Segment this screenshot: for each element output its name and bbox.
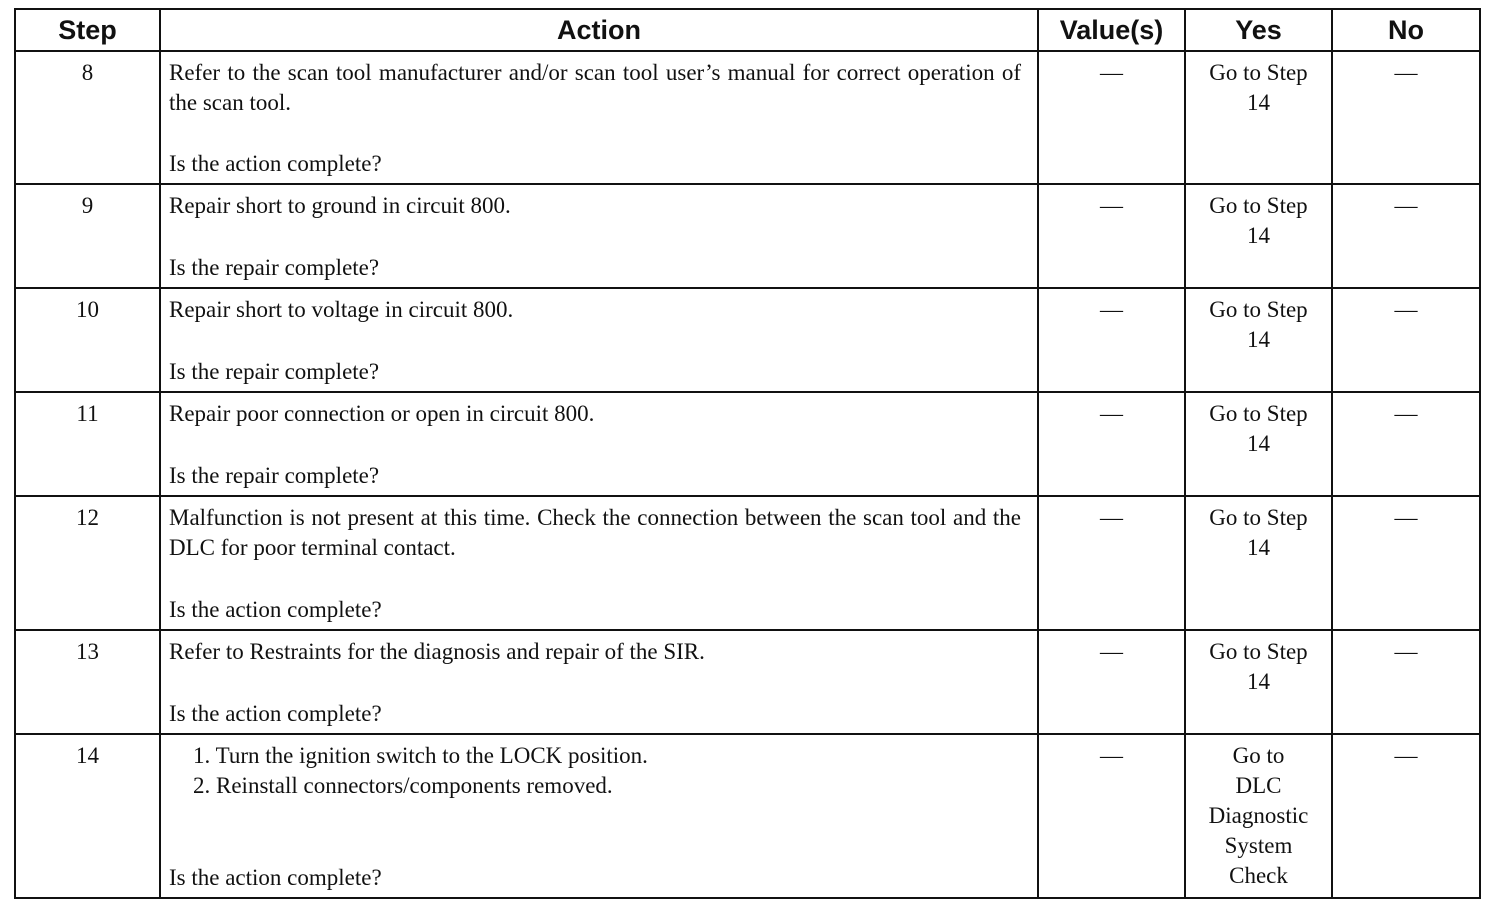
step-number: 9: [15, 184, 160, 288]
action-question: Is the action complete?: [169, 701, 382, 726]
table-row: [15, 734, 1480, 898]
no-cell: —: [1332, 734, 1480, 898]
action-question: Is the repair complete?: [169, 359, 380, 384]
yes-cell: [1185, 51, 1332, 184]
action-question: Is the repair complete?: [169, 463, 380, 488]
action-text: Refer to the scan tool manufacturer and/or scan tool user’s manual for correct operation of the scan tool.: [169, 60, 1021, 115]
diagnostic-table: [14, 8, 1481, 899]
yes-cell: [1185, 288, 1332, 392]
table-row: [15, 51, 1480, 184]
no-header: No: [1332, 9, 1480, 51]
table-row: [15, 496, 1480, 630]
value-cell: —: [1038, 496, 1185, 630]
value-cell: —: [1038, 734, 1185, 898]
table-row: [15, 392, 1480, 496]
step-header: Step: [15, 9, 160, 51]
yes-link-text: Go to Step 14: [1209, 193, 1308, 248]
value-cell: —: [1038, 288, 1185, 392]
no-cell: —: [1332, 496, 1480, 630]
yes-cell: [1185, 630, 1332, 734]
list-item: 2. Reinstall connectors/components removed.: [193, 773, 613, 798]
action-cell: [160, 734, 1038, 898]
action-question: Is the repair complete?: [169, 255, 380, 280]
action-text: Repair short to voltage in circuit 800.: [169, 297, 514, 322]
yes-link-text: Go to DLC Diagnostic System Check: [1208, 743, 1309, 888]
step-number: 12: [15, 496, 160, 630]
value-cell: —: [1038, 184, 1185, 288]
yes-link-text: Go to Step 14: [1209, 505, 1308, 560]
step-number: 8: [15, 51, 160, 184]
yes-link-text: Go to Step 14: [1209, 60, 1308, 115]
header-row: [15, 9, 1480, 51]
value-cell: —: [1038, 51, 1185, 184]
step-number: 13: [15, 630, 160, 734]
yes-cell: [1185, 734, 1332, 898]
action-question: Is the action complete?: [169, 151, 382, 176]
action-question: Is the action complete?: [169, 597, 382, 622]
yes-cell: [1185, 496, 1332, 630]
action-cell: [160, 392, 1038, 496]
action-text: Repair short to ground in circuit 800.: [169, 193, 511, 218]
yes-header: Yes: [1185, 9, 1332, 51]
value-cell: —: [1038, 630, 1185, 734]
action-cell: [160, 496, 1038, 630]
action-text: Malfunction is not present at this time. Check the connection between the scan tool and the DLC for poor terminal contact.: [169, 505, 1021, 560]
yes-cell: [1185, 392, 1332, 496]
yes-link-text: Go to Step 14: [1209, 297, 1308, 352]
action-cell: [160, 51, 1038, 184]
list-item: 1. Turn the ignition switch to the LOCK position.: [193, 743, 648, 768]
value-cell: —: [1038, 392, 1185, 496]
no-cell: —: [1332, 630, 1480, 734]
step-number: 14: [15, 734, 160, 898]
yes-link-text: Go to Step 14: [1209, 401, 1308, 456]
step-number: 11: [15, 392, 160, 496]
values-header: Value(s): [1038, 9, 1185, 51]
action-text: Repair poor connection or open in circuit 800.: [169, 401, 595, 426]
substep-list: [169, 741, 1021, 801]
table-row: [15, 630, 1480, 734]
no-cell: —: [1332, 288, 1480, 392]
action-cell: [160, 630, 1038, 734]
action-header: Action: [160, 9, 1038, 51]
action-cell: [160, 184, 1038, 288]
yes-cell: [1185, 184, 1332, 288]
table-row: [15, 288, 1480, 392]
table-row: [15, 184, 1480, 288]
step-number: 10: [15, 288, 160, 392]
action-text: Refer to Restraints for the diagnosis and repair of the SIR.: [169, 639, 705, 664]
action-question: Is the action complete?: [169, 865, 382, 890]
no-cell: —: [1332, 184, 1480, 288]
yes-link-text: Go to Step 14: [1209, 639, 1308, 694]
action-cell: [160, 288, 1038, 392]
no-cell: —: [1332, 392, 1480, 496]
no-cell: —: [1332, 51, 1480, 184]
